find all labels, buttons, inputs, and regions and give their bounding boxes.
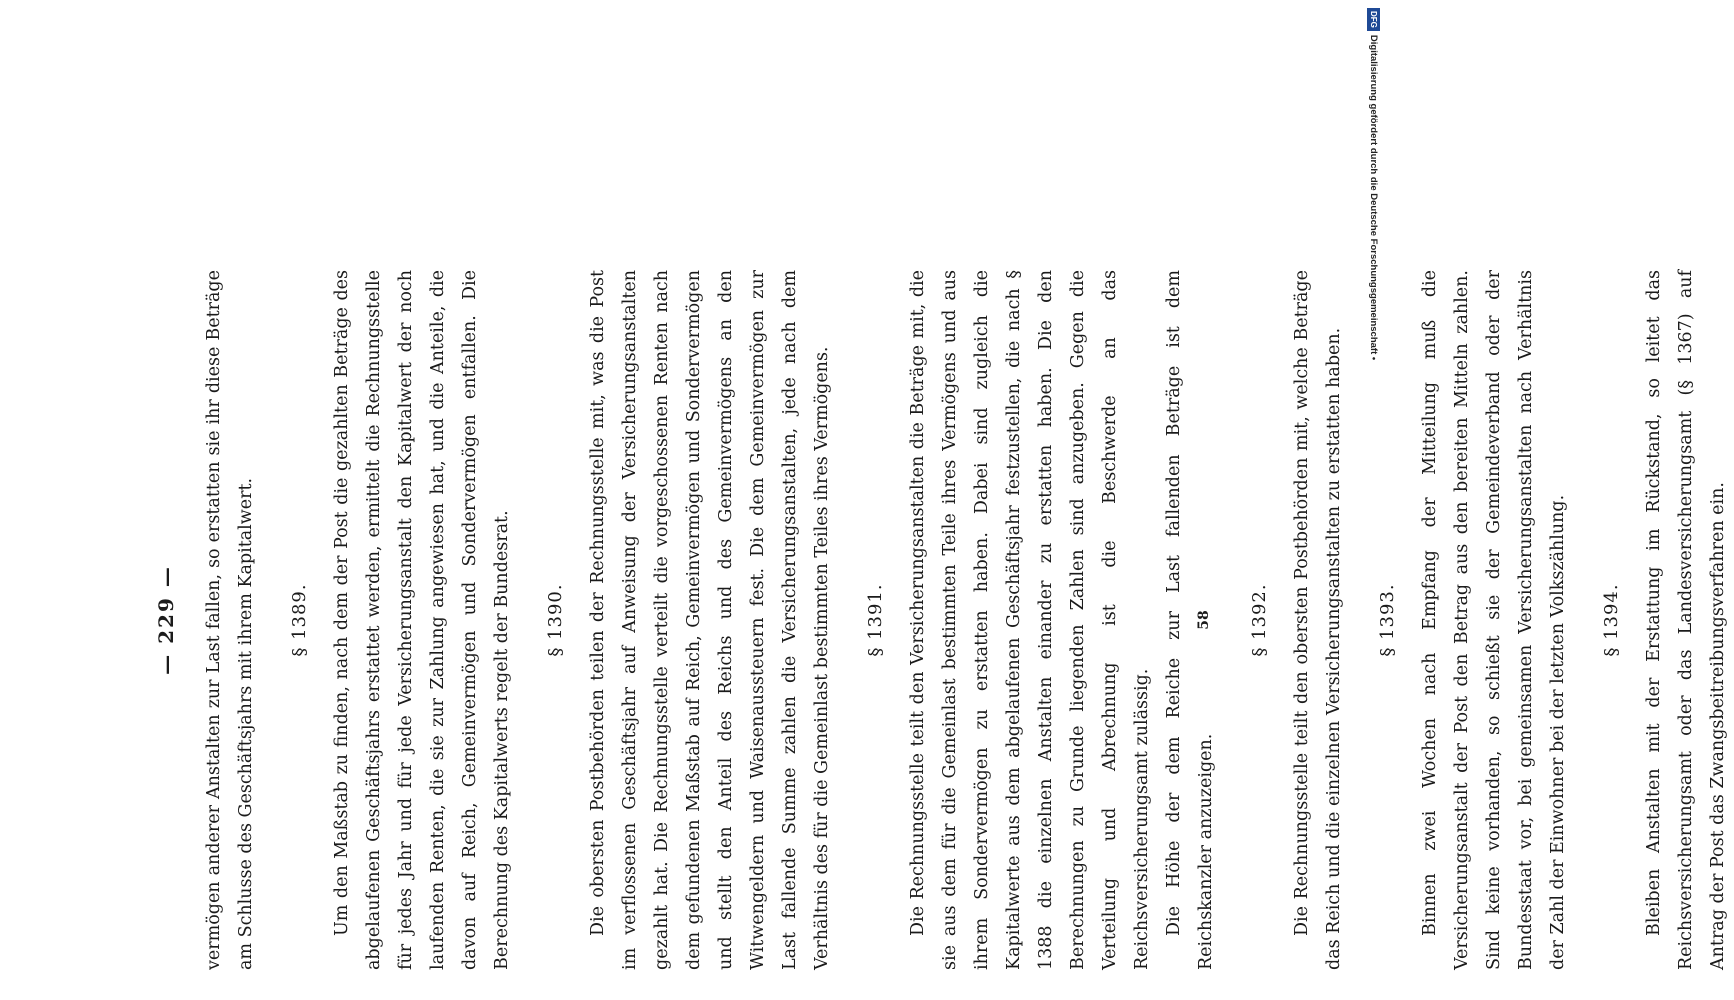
section-1392 xyxy=(1244,270,1350,970)
section-1394 xyxy=(1596,270,1734,970)
opening-paragraph: vermögen anderer Anstalten zur Last fallen, so erstatten sie ihr diese Beträge am Schlusse des Geschäftsjahrs mit ihrem Kapitalwert. xyxy=(204,270,256,970)
section-heading: § 1391. xyxy=(865,583,886,657)
section-heading: § 1393. xyxy=(1377,583,1398,657)
scanned-page xyxy=(110,240,1728,1000)
section-paragraph: Binnen zwei Wochen nach Empfang der Mitteilung muß die Versicherungsanstalt der Post den Betrag aus den bereiten Mitteln zahlen. Sind keine vorhanden, so schießt sie der Gemeindeverband oder der Bundesstaat vor, bei gemeinsamen Versicherungsanstalten nach Verhältnis der Zahl der Einwohner bei der letzten Volkszählung. xyxy=(1420,270,1568,970)
digitization-credit xyxy=(1367,8,1381,992)
dfg-logo: DFG xyxy=(1368,8,1381,31)
section-1389 xyxy=(284,270,518,970)
section-paragraph: Die Rechnungsstelle teilt den Versicherungsanstalten die Beträge mit, die sie aus dem für die Gemeinlast bestimmten Teile ihres Vermögens und aus ihrem Sondervermögen zu erstatten haben. Dabei sind zugleich die Kapitalwerte aus dem abgelaufenen Geschäftsjahr festzustellen, die nach § 1388 die einzelnen Anstalten einander zu erstatten haben. Die den Berechnungen zu Grunde liegenden Zahlen sind anzugeben. Gegen die Verteilung und Abrechnung ist die Beschwerde an das Reichsversicherungsamt zulässig. xyxy=(908,270,1152,970)
section-paragraph: Bleiben Anstalten mit der Erstattung im Rückstand, so leitet das Reichsversicherungsamt oder das Landesversicherungsamt (§ 1367) auf Antrag der Post das Zwangsbeitreibungsverfahren ein. xyxy=(1644,270,1728,970)
section-heading: § 1392. xyxy=(1249,583,1270,657)
section-heading: § 1394. xyxy=(1601,583,1622,657)
section-heading: § 1390. xyxy=(545,583,566,657)
page-header: — 229 — xyxy=(154,565,178,675)
section-paragraph: Die obersten Postbehörden teilen der Rechnungsstelle mit, was die Post im verflossenen Geschäftsjahr auf Anweisung der Versicherungsanstalten gezahlt hat. Die Rechnungsstelle verteilt die vorgeschossenen Renten nach dem gefundenen Maßstab auf Reich, Gemeinvermögen und Sondervermögen und stellt den Anteil des Reichs und des Gemeinvermögens an den Witwengeldern und Waisenaussteuern fest. Die dem Gemeinvermögen zur Last fallende Summe zahlen die Versicherungsanstalten, jede nach dem Verhältnis des für die Gemeinlast bestimmten Teiles ihres Vermögens. xyxy=(588,270,832,970)
section-paragraph: Um den Maßstab zu finden, nach dem der Post die gezahlten Beträge des abgelaufenen Geschäftsjahrs erstattet werden, ermittelt die Rechnungsstelle für jedes Jahr und für jede Versicherungsanstalt den Kapitalwert der noch laufenden Renten, die sie zur Zahlung angewiesen hat, und die Anteile, die davon auf Reich, Gemeinvermögen und Sondervermögen entfallen. Die Berechnung des Kapitalwerts regelt der Bundesrat. xyxy=(332,270,512,970)
section-heading: § 1389. xyxy=(289,583,310,657)
credit-text: Digitalisierung gefördert durch die Deutsche Forschungsgemeinschaft • xyxy=(1368,34,1380,361)
footer-signature-mark: 58 xyxy=(1196,610,1212,630)
section-paragraph: Die Höhe der dem Reiche zur Last fallenden Beträge ist dem Reichskanzler anzuzeigen. xyxy=(1164,270,1216,970)
section-1390 xyxy=(540,270,838,970)
section-1391 xyxy=(860,270,1222,970)
section-paragraph: Die Rechnungsstelle teilt den obersten Postbehörden mit, welche Beträge das Reich und die einzelnen Versicherungsanstalten zu erstatten haben. xyxy=(1292,270,1344,970)
section-1393 xyxy=(1372,270,1574,970)
